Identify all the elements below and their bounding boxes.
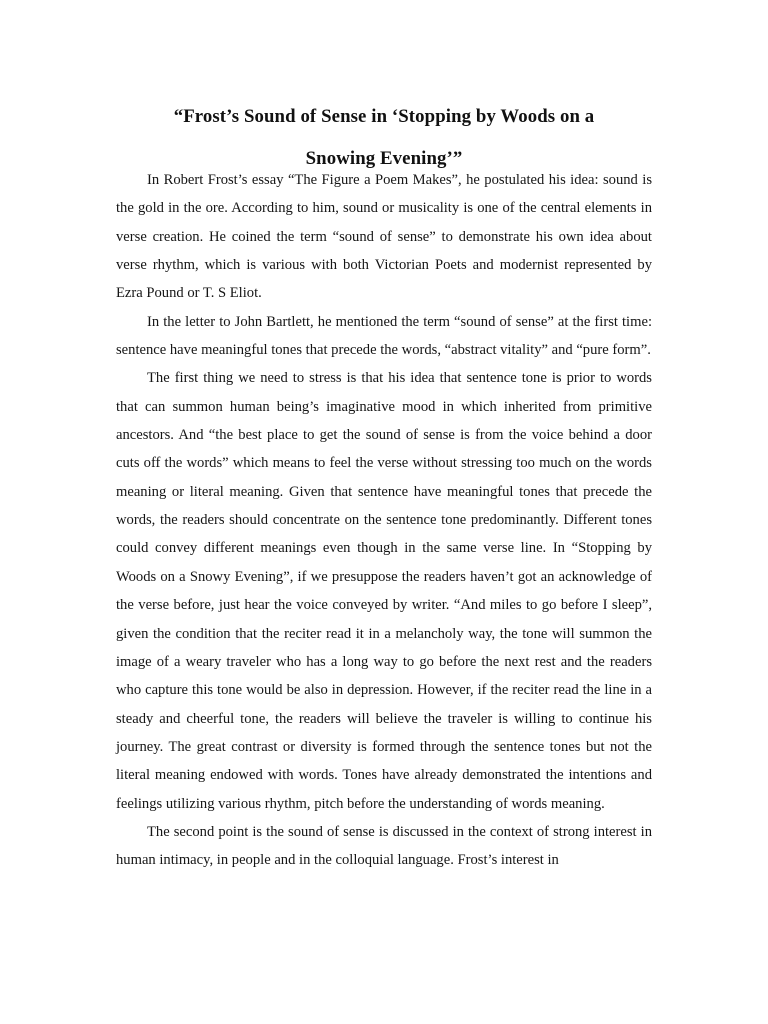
title-line-1: “Frost’s Sound of Sense in ‘Stopping by Woods on a [173,106,595,127]
title-line-2: Snowing Evening’” [305,148,463,169]
paragraph-1: In Robert Frost’s essay “The Figure a Poem Makes”, he postulated his idea: sound is the gold in the ore. According to him, sound or musicality is one of the central elements in verse creation. He coined the term “sound of sense” to demonstrate his own idea about verse rhythm, which is various with both Victorian Poets and modernist represented by Ezra Pound or T. S Eliot. [116,172,652,302]
paragraph-4: The second point is the sound of sense is discussed in the context of strong interest in human intimacy, in people and in the colloquial language. Frost’s interest in [116,823,652,869]
paragraph-2: In the letter to John Bartlett, he mentioned the term “sound of sense” at the first time: sentence have meaningful tones that precede the words, “abstract vitality” and “pure form”. [116,313,652,359]
paragraph-3: The first thing we need to stress is that his idea that sentence tone is prior to words that can summon human being’s imaginative mood in which inherited from primitive ancestors. And “the best place to get the sound of sense is from the voice behind a door cuts off the words” which means to feel the verse without stressing too much on the words meaning or literal meaning. Given that sentence have meaningful tones that precede the words, the readers should concentrate on the sentence tone predominantly. Different tones could convey different meanings even though in the same verse line. In “Stopping by Woods on a Snowy Evening”, if we presuppose the readers haven’t got an acknowledge of the verse before, just hear the voice conveyed by writer. “And miles to go before I sleep”, given the condition that the reciter read it in a melancholy way, the tone will summon the image of a weary traveler who has a long way to go before the next rest and the readers who capture this tone would be also in depression. However, if the reciter read the line in a steady and cheerful tone, the readers will believe the traveler is willing to continue his journey. The great contrast or diversity is formed through the sentence tones but not the literal meaning endowed with words. Tones have already demonstrated the intentions and feelings utilizing various rhythm, pitch before the understanding of words meaning. [116,370,652,812]
document-body [116,166,652,875]
